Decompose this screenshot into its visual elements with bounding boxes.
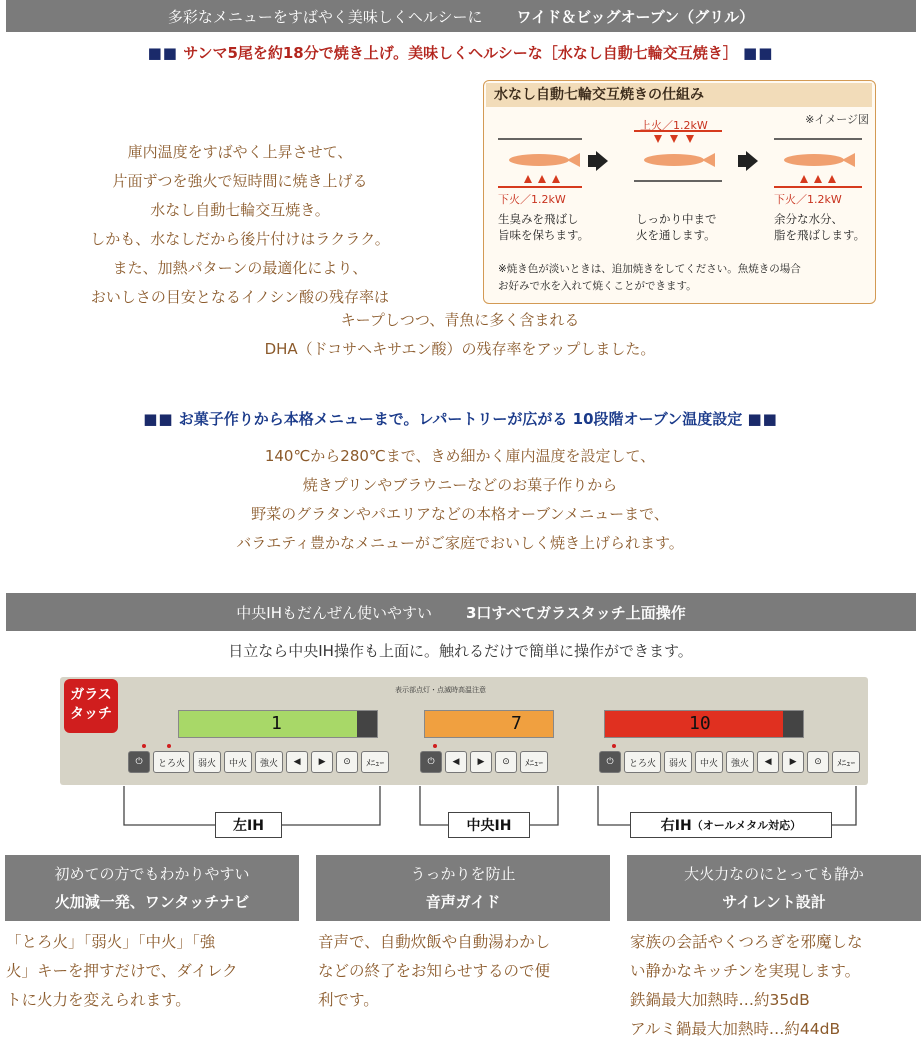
center-ih-controls [420,751,548,773]
menu-button[interactable]: ﾒﾆｭｰ [520,751,548,773]
mechanism-diagram [483,80,876,304]
timer-button[interactable]: ⊙ [336,751,358,773]
weak-fire-button[interactable]: 弱火 [664,751,692,773]
toro-fire-button[interactable]: とろ火 [624,751,661,773]
ih-subtitle: 日立なら中央IH操作も上面に。触れるだけで簡単に操作ができます。 [228,642,693,660]
strong-fire-button[interactable]: 強火 [255,751,283,773]
power-button[interactable]: ⏻ [599,751,621,773]
right-ih-label: 右IH （オールメタル対応） [630,812,832,838]
left-display: 1 [178,710,378,738]
feature-1-body: 「とろ火」「弱火」「中火」「強 火」キーを押すだけで、ダイレク トに火力を変えられます。 [6,933,238,1009]
feature-2-header: うっかりを防止 音声ガイド [316,855,610,921]
timer-button[interactable]: ⊙ [495,751,517,773]
oven-description: 140℃から280℃まで、きめ細かく庫内温度を設定して、 焼きプリンやブラウニーなどのお菓子作りから 野菜のグラタンやパエリアなどの本格オーブンメニューまで、 バラエティ豊かなメニューがご家庭でおいしく焼き上げられます。 [236,447,684,552]
ih-header-left: 中央IHもだんぜん使いやすい [236,603,432,622]
menu-button[interactable]: ﾒﾆｭｰ [361,751,389,773]
center-display: 7 [424,710,554,738]
power-button[interactable]: ⏻ [420,751,442,773]
grill-header-left: 多彩なメニューをすばやく美味しくヘルシーに [167,7,483,26]
image-note: ※イメージ図 [805,113,869,126]
medium-fire-button[interactable]: 中火 [224,751,252,773]
toro-fire-button[interactable]: とろ火 [153,751,190,773]
decrease-button[interactable]: ◀ [757,751,779,773]
feature-3-header: 大火力なのにとっても静か サイレント設計 [627,855,921,921]
feature-1-header: 初めての方でもわかりやすい 火加減一発、ワンタッチナビ [5,855,299,921]
ih-section-header [6,593,916,631]
sanma-headline: ■■ サンマ5尾を約18分で焼き上げ。美味しくヘルシーな［水なし自動七輪交互焼き］ ■■ [147,44,774,62]
grill-section-header [6,0,916,32]
medium-fire-button[interactable]: 中火 [695,751,723,773]
step2-caption: しっかり中まで 火を通します。 [636,212,717,242]
increase-button[interactable]: ▶ [311,751,333,773]
power-button[interactable]: ⏻ [128,751,150,773]
left-ih-controls [128,751,389,773]
sanma-description: 庫内温度をすばやく上昇させて、 片面ずつを強火で短時間に焼き上げる 水なし自動七輪交互焼き。 しかも、水なしだから後片付けはラクラク。 また、加熱パターンの最適化により、 おいしさの目安となるイノシン酸の残存率は [90,143,390,306]
center-ih-label: 中央IH [448,812,530,838]
panel-warning-label: 表示部点灯・点滅時高温注意 [395,686,486,694]
glass-touch-badge: ガラス タッチ [64,679,118,733]
sanma-description-cont: キープしつつ、青魚に多く含まれる DHA（ドコサヘキサエン酸）の残存率をアップしました。 [264,311,656,358]
feature-2-body: 音声で、自動炊飯や自動湯わかし などの終了をお知らせするので便 利です。 [318,933,551,1009]
right-display: 10 [604,710,804,738]
lower-heat-label-2: 下火／1.2kW [774,193,842,206]
decrease-button[interactable]: ◀ [445,751,467,773]
step1-caption: 生臭みを飛ばし 旨味を保ちます。 [498,212,590,242]
feature-3-body: 家族の会話やくつろぎを邪魔しな い静かなキッチンを実現します。 鉄鍋最大加熱時…約35dB アルミ鍋最大加熱時…約44dB [630,933,863,1038]
lower-heat-label-1: 下火／1.2kW [498,193,566,206]
fish-icon [509,153,580,167]
increase-button[interactable]: ▶ [470,751,492,773]
menu-button[interactable]: ﾒﾆｭｰ [832,751,860,773]
grill-header-right: ワイド＆ビッグオーブン（グリル） [516,7,755,26]
timer-button[interactable]: ⊙ [807,751,829,773]
mechanism-footnote: ※焼き色が淡いときは、追加焼きをしてください。魚焼きの場合 お好みで水を入れて焼くことができます。 [498,263,801,292]
weak-fire-button[interactable]: 弱火 [193,751,221,773]
right-ih-controls [599,751,860,773]
oven-headline: ■■ お菓子作りから本格メニューまで。レパートリーが広がる 10段階オーブン温度設定 ■■ [143,410,778,428]
step3-caption: 余分な水分、 脂を飛ばします。 [774,212,866,242]
increase-button[interactable]: ▶ [782,751,804,773]
strong-fire-button[interactable]: 強火 [726,751,754,773]
decrease-button[interactable]: ◀ [286,751,308,773]
upper-heat-label: 上火／1.2kW [640,119,708,132]
left-ih-label: 左IH [215,812,282,838]
ih-header-right: 3口すべてガラスタッチ上面操作 [466,603,686,622]
mechanism-title: 水なし自動七輪交互焼きの仕組み [486,83,872,107]
